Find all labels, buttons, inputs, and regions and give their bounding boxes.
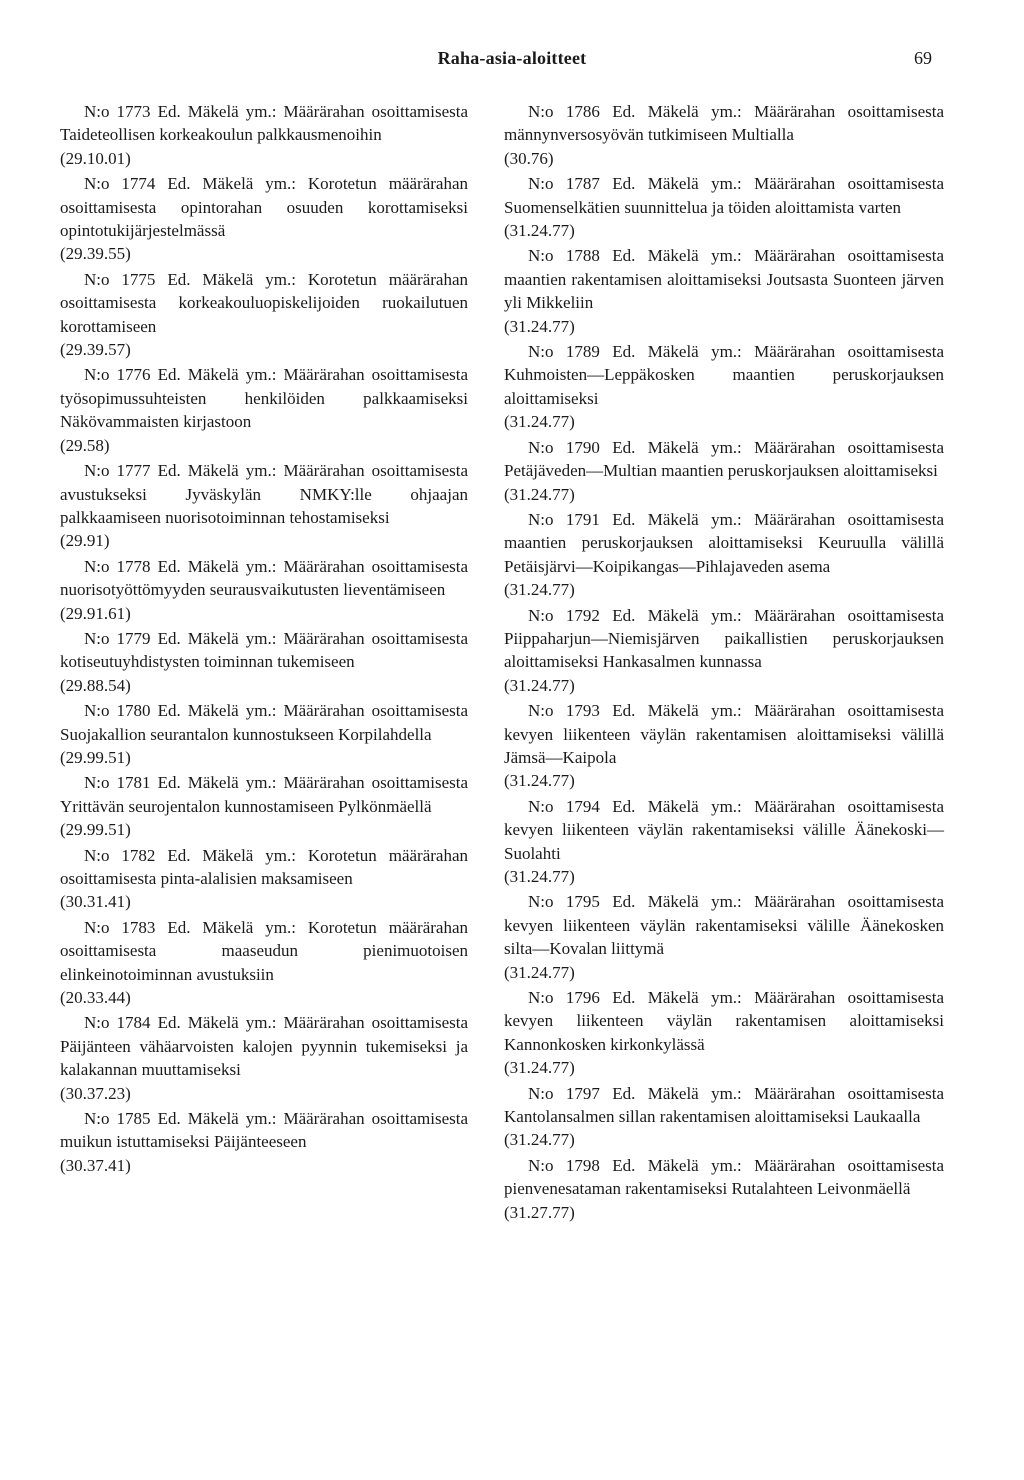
motion-text: N:o 1796 Ed. Mäkelä ym.: Määrärahan osoittamisesta kevyen liikenteen väylän rakentamisen aloittamiseksi Kannonkosken kirkonkylässä (504, 988, 944, 1054)
budget-code: (29.10.01) (60, 148, 131, 168)
motion-entry (60, 172, 468, 266)
budget-code: (29.91) (60, 531, 110, 551)
motion-entry (504, 795, 944, 889)
motion-text: N:o 1786 Ed. Mäkelä ym.: Määrärahan osoittamisesta männynversosyövän tutkimiseen Multialla (504, 102, 944, 145)
budget-code: (30.31.41) (60, 892, 131, 912)
motion-entry (60, 699, 468, 769)
motion-entry (504, 699, 944, 793)
budget-code: (31.24.77) (504, 1058, 575, 1078)
budget-code: (30.37.23) (60, 1083, 131, 1103)
budget-code: (30.76) (504, 148, 554, 168)
budget-code: (20.33.44) (60, 988, 131, 1008)
motion-text: N:o 1784 Ed. Mäkelä ym.: Määrärahan osoittamisesta Päijänteen vähäarvoisten kalojen pyynnin tukemiseksi ja kalakannan muuttamiseksi (60, 1013, 468, 1080)
budget-code: (31.24.77) (504, 675, 575, 695)
motion-entry (60, 627, 468, 697)
motion-text: N:o 1795 Ed. Mäkelä ym.: Määrärahan osoittamisesta kevyen liikenteen väylän rakentamiseksi välille Äänekosken silta—Kovalan liittymä (504, 892, 944, 959)
budget-code: (31.24.77) (504, 412, 575, 432)
motion-entry (60, 916, 468, 1010)
budget-code: (31.24.77) (504, 221, 575, 241)
motion-text: N:o 1783 Ed. Mäkelä ym.: Korotetun määrärahan osoittamisesta maaseudun pienimuotoisen elinkeinotoiminnan avustuksiin (60, 917, 468, 984)
motion-text: N:o 1797 Ed. Mäkelä ym.: Määrärahan osoittamisesta Kantolansalmen sillan rakentamisen aloittamiseksi Laukaalla (504, 1083, 944, 1127)
motion-text: N:o 1776 Ed. Mäkelä ym.: Määrärahan osoittamisesta työsopimussuhteisten henkilöiden palkkaamiseksi Näkövammaisten kirjastoon (60, 365, 468, 432)
motion-text: N:o 1787 Ed. Mäkelä ym.: Määrärahan osoittamisesta Suomenselkätien suunnittelua ja töiden aloittamista varten (504, 174, 944, 217)
motion-entry (504, 1154, 944, 1224)
budget-code: (29.39.57) (60, 340, 131, 360)
budget-code: (29.99.51) (60, 747, 131, 767)
motion-entry (504, 100, 944, 170)
motion-entry (60, 363, 468, 457)
motion-text: N:o 1779 Ed. Mäkelä ym.: Määrärahan osoittamisesta kotiseutuyhdistysten toiminnan tukemiseen (60, 628, 468, 672)
motion-text: N:o 1780 Ed. Mäkelä ym.: Määrärahan osoittamisesta Suojakallion seurantalon kunnostukseen Korpilahdella (60, 701, 468, 744)
budget-code: (30.37.41) (60, 1155, 131, 1175)
motion-text: N:o 1775 Ed. Mäkelä ym.: Korotetun määrärahan osoittamisesta korkeakouluopiskelijoiden ruokailutuen korottamiseen (60, 269, 468, 336)
motion-text: N:o 1781 Ed. Mäkelä ym.: Määrärahan osoittamisesta Yrittävän seurojentalon kunnostamiseen Pylkönmäellä (60, 773, 468, 816)
motion-entry (504, 244, 944, 338)
motion-entry (60, 555, 468, 625)
left-column (60, 100, 468, 1179)
budget-code: (31.24.77) (504, 1130, 575, 1150)
motion-text: N:o 1777 Ed. Mäkelä ym.: Määrärahan osoittamisesta avustukseksi Jyväskylän NMKY:lle ohjaajan palkkaamiseen nuorisotoiminnan tehostamiseksi (60, 461, 468, 527)
budget-code: (29.91.61) (60, 603, 131, 623)
motion-text: N:o 1791 Ed. Mäkelä ym.: Määrärahan osoittamisesta maantien peruskorjauksen aloittamiseksi Keuruulla välillä Petäisjärvi—Koipikangas—Pihlajaveden asema (504, 509, 944, 576)
page-number: 69 (914, 48, 932, 68)
budget-code: (31.24.77) (504, 867, 575, 886)
running-title: Raha-asia-aloitteet (437, 48, 587, 68)
budget-code: (29.88.54) (60, 675, 131, 695)
budget-code: (29.99.51) (60, 820, 131, 840)
motion-entry (504, 436, 944, 506)
motion-entry (504, 172, 944, 242)
motion-text: N:o 1789 Ed. Mäkelä ym.: Määrärahan osoittamisesta Kuhmoisten—Leppäkosken maantien peruskorjauksen aloittamiseksi (504, 342, 944, 408)
motion-text: N:o 1794 Ed. Mäkelä ym.: Määrärahan osoittamisesta kevyen liikenteen väylän rakentamiseksi välille Äänekoski—Suolahti (504, 796, 944, 863)
budget-code: (31.24.77) (504, 580, 575, 600)
motion-entry (60, 1107, 468, 1177)
motion-text: N:o 1774 Ed. Mäkelä ym.: Korotetun määrärahan osoittamisesta opintorahan osuuden korottamiseksi opintotukijärjestelmässä (60, 174, 468, 241)
motion-entry (60, 100, 468, 170)
right-column (504, 100, 944, 1226)
budget-code: (29.58) (60, 435, 110, 455)
motion-text: N:o 1782 Ed. Mäkelä ym.: Korotetun määrärahan osoittamisesta pinta-alalisien maksamiseen (60, 845, 468, 888)
motion-entry (60, 1011, 468, 1105)
motion-text: N:o 1773 Ed. Mäkelä ym.: Määrärahan osoittamisesta Taideteollisen korkeakoulun palkkausmenoihin (60, 102, 468, 145)
motion-text: N:o 1785 Ed. Mäkelä ym.: Määrärahan osoittamisesta muikun istuttamiseksi Päijänteeseen (60, 1109, 468, 1152)
motion-entry (60, 268, 468, 362)
motion-text: N:o 1788 Ed. Mäkelä ym.: Määrärahan osoittamisesta maantien rakentamisen aloittamiseksi Joutsasta Suonteen järven yli Mikkeliin (504, 246, 944, 313)
motion-entry (504, 986, 944, 1080)
motion-entry (60, 771, 468, 841)
budget-code: (31.24.77) (504, 484, 575, 504)
motion-entry (504, 890, 944, 984)
motion-entry (60, 459, 468, 553)
budget-code: (31.24.77) (504, 962, 575, 982)
motion-entry (504, 340, 944, 434)
budget-code: (31.24.77) (504, 771, 575, 791)
motion-entry (60, 844, 468, 914)
budget-code: (31.27.77) (504, 1202, 575, 1222)
budget-code: (29.39.55) (60, 244, 131, 264)
motion-text: N:o 1790 Ed. Mäkelä ym.: Määrärahan osoittamisesta Petäjäveden—Multian maantien peruskorjauksen aloittamiseksi (504, 437, 944, 481)
motion-text: N:o 1778 Ed. Mäkelä ym.: Määrärahan osoittamisesta nuorisotyöttömyyden seurausvaikutusten lieventämiseen (60, 556, 468, 600)
motion-text: N:o 1793 Ed. Mäkelä ym.: Määrärahan osoittamisesta kevyen liikenteen väylän rakentamisen aloittamiseksi välillä Jämsä—Kaipola (504, 701, 944, 767)
budget-code: (31.24.77) (504, 316, 575, 336)
motion-entry (504, 508, 944, 602)
motion-entry (504, 604, 944, 698)
motion-text: N:o 1792 Ed. Mäkelä ym.: Määrärahan osoittamisesta Piippaharjun—Niemisjärven paikallistien peruskorjauksen aloittamiseksi Hankasalmen kunnassa (504, 605, 944, 672)
motion-entry (504, 1082, 944, 1152)
motion-text: N:o 1798 Ed. Mäkelä ym.: Määrärahan osoittamisesta pienvenesataman rakentamiseksi Rutalahteen Leivonmäellä (504, 1155, 944, 1199)
